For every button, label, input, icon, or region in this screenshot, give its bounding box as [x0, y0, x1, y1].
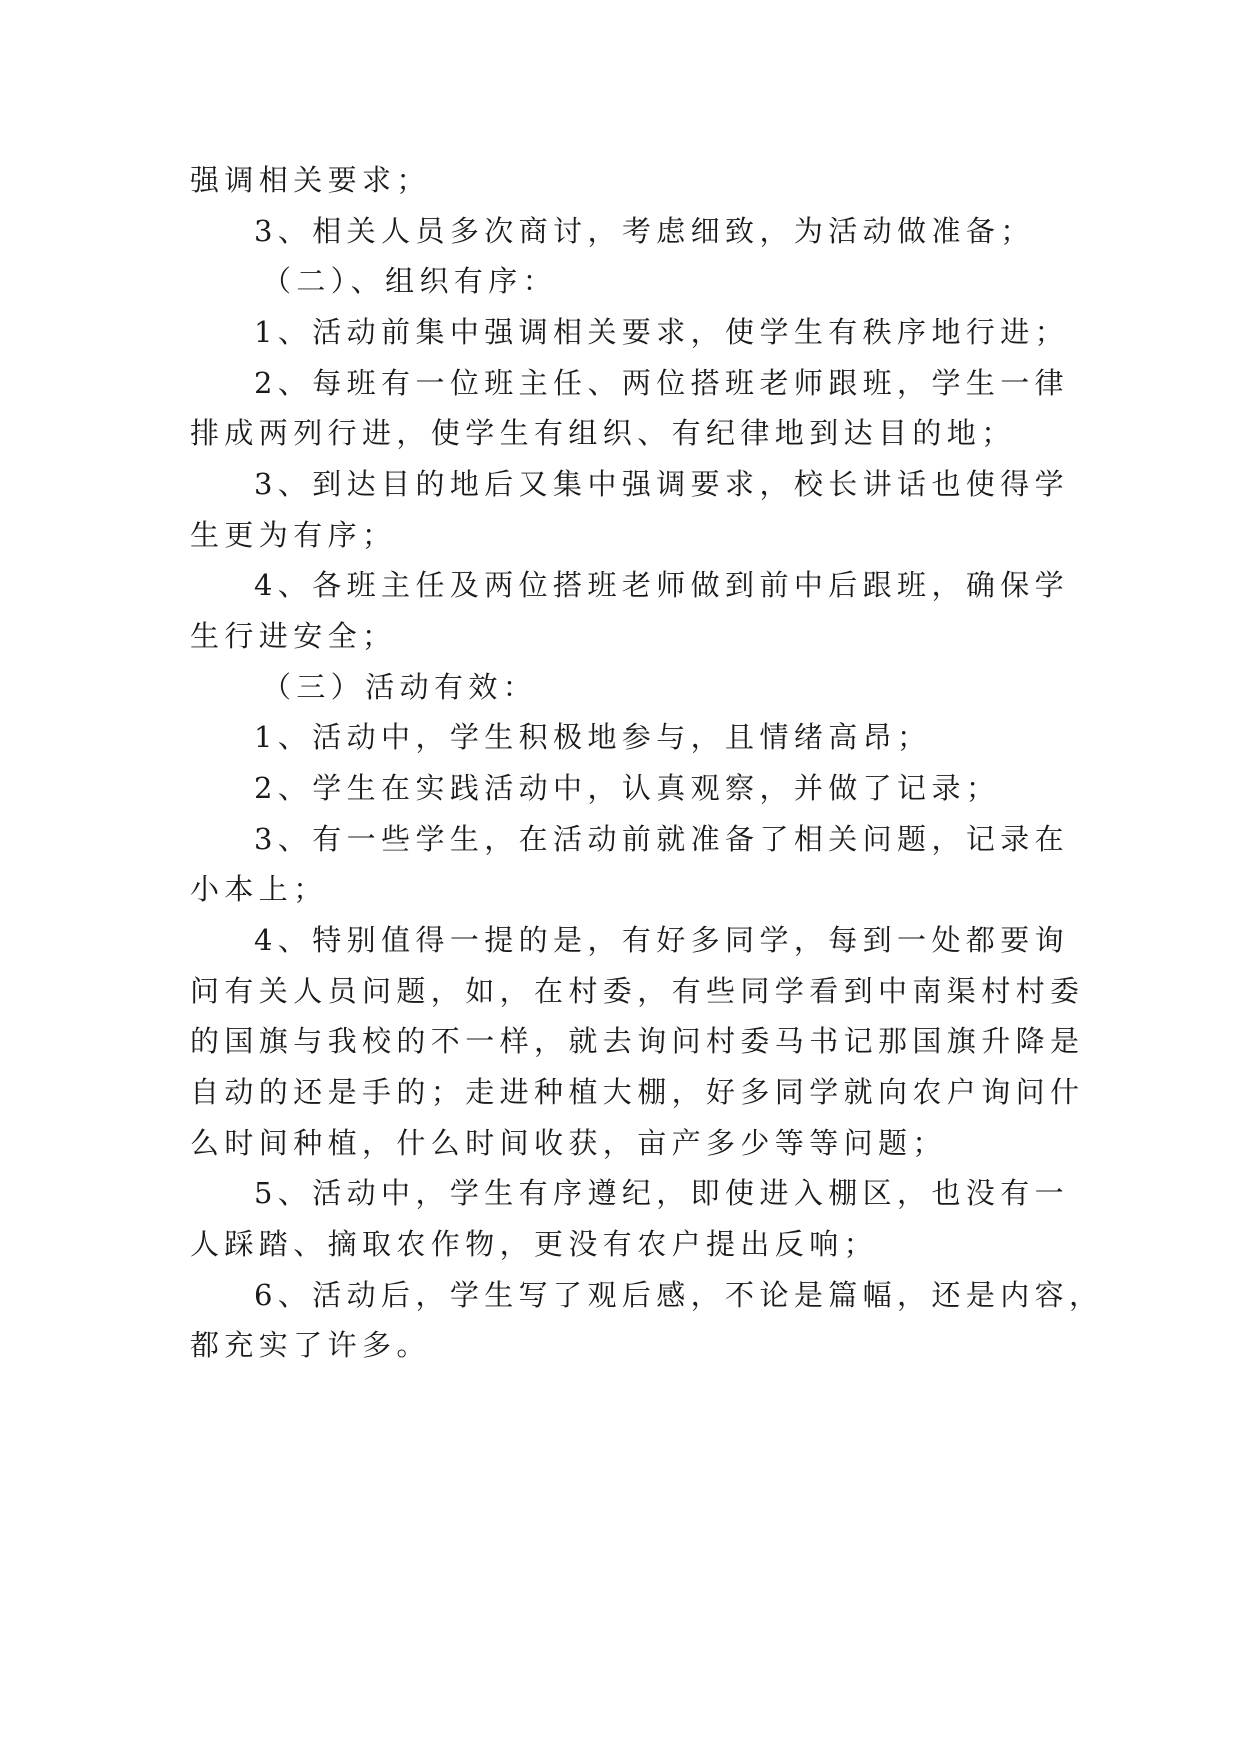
text-line: 4、特别值得一提的是，有好多同学，每到一处都要询	[254, 923, 1070, 957]
text-line: 4、各班主任及两位搭班老师做到前中后跟班，确保学	[254, 568, 1070, 602]
text-line: 的国旗与我校的不一样，就去询问村委马书记那国旗升降是	[190, 1024, 1085, 1058]
text-line: 排成两列行进，使学生有组织、有纪律地到达目的地；	[190, 416, 1016, 450]
text-line: 3、有一些学生，在活动前就准备了相关问题，记录在	[254, 822, 1070, 856]
text-line: 5、活动中，学生有序遵纪，即使进入棚区，也没有一	[254, 1176, 1070, 1210]
text-line: 么时间种植，什么时间收获，亩产多少等等问题；	[190, 1126, 947, 1160]
text-line: 生更为有序；	[190, 518, 397, 552]
text-line: 人踩踏、摘取农作物，更没有农户提出反响；	[190, 1227, 879, 1261]
text-line: 生行进安全；	[190, 619, 397, 653]
text-line: 3、到达目的地后又集中强调要求，校长讲话也使得学	[254, 467, 1070, 501]
text-line: 1、活动前集中强调相关要求，使学生有秩序地行进；	[254, 315, 1070, 349]
text-line: 小本上；	[190, 872, 328, 906]
text-line: 6、活动后，学生写了观后感，不论是篇幅，还是内容，	[254, 1278, 1104, 1312]
section-heading: （二）、组织有序：	[262, 264, 558, 298]
text-line: 2、学生在实践活动中，认真观察，并做了记录；	[254, 771, 1001, 805]
text-line: 1、活动中，学生积极地参与，且情绪高昂；	[254, 720, 932, 754]
section-heading: （三）活动有效：	[262, 670, 538, 704]
text-line: 都充实了许多。	[190, 1328, 431, 1362]
text-line: 3、相关人员多次商讨，考虑细致，为活动做准备；	[254, 214, 1035, 248]
text-line: 自动的还是手的；走进种植大棚，好多同学就向农户询问什	[190, 1075, 1085, 1109]
text-line: 问有关人员问题，如，在村委，有些同学看到中南渠村村委	[190, 974, 1085, 1008]
text-line: 2、每班有一位班主任、两位搭班老师跟班，学生一律	[254, 366, 1070, 400]
text-line: 强调相关要求；	[190, 163, 431, 197]
